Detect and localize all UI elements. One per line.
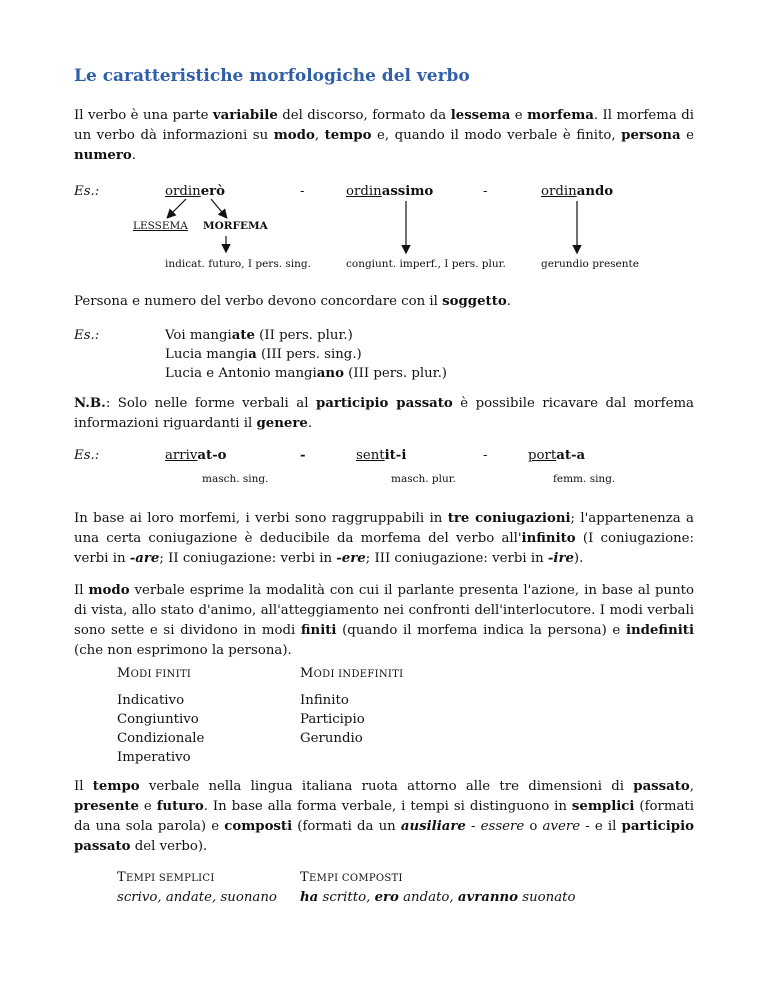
simple-tenses-examples: scrivo, andate, suonano [117, 890, 277, 905]
simple-tenses-heading: TEMPI SEMPLICI [117, 870, 215, 885]
example-line-2: Lucia mangia (III pers. sing.) [165, 347, 362, 362]
conjugations-paragraph: In base ai loro morfemi, i verbi sono raggruppabili in tre coniugazioni; l'appartenenza a una certa coniugazione è deducibile da morfema del verbo all'infinito (I coniugazione: verbi in -are; II coniugazione: verbi in -ere; III coniugazione: verbi in -ire). [74, 511, 694, 566]
list-item: Participio [300, 712, 365, 727]
list-item: Congiuntivo [117, 712, 199, 727]
note-indicativo-futuro: indicat. futuro, I pers. sing. [165, 258, 311, 270]
morfema-label: MORFEMA [203, 220, 268, 232]
finite-modes-list [117, 691, 204, 767]
intro-paragraph: Il verbo è una parte variabile del discorso, formato da lessema e morfema. Il morfema di un verbo dà informazioni su modo, tempo e, quando il modo verbale è finito, persona e numero. [74, 108, 695, 163]
page-title: Le caratteristiche morfologiche del verbo [74, 66, 470, 86]
note-masch-sing: masch. sing. [202, 473, 269, 485]
example-line-3: Lucia e Antonio mangiano (III pers. plur.) [165, 366, 447, 381]
note-femm-sing: femm. sing. [553, 473, 616, 485]
list-item: Condizionale [117, 731, 205, 746]
example-label: Es.: [74, 448, 100, 463]
indefinite-modes-list [300, 691, 365, 748]
separator-dash: - [300, 184, 305, 199]
note-gerundio-presente: gerundio presente [541, 258, 639, 270]
example-arrows [0, 0, 768, 300]
indefinite-modes-heading: MODI INDEFINITI [300, 666, 404, 681]
compound-tenses-heading: TEMPI COMPOSTI [300, 870, 403, 885]
lessema-label: LESSEMA [133, 220, 188, 232]
modes-paragraph: Il modo verbale esprime la modalità con cui il parlante presenta l'azione, in base al punto di vista, allo stato d'animo, all'atteggiamento nei confronti dell'interlocutore. I modi verbali sono sette e si dividono in modi finiti (quando il morfema indica la persona) e indefiniti (che non esprimono la persona). [74, 583, 695, 658]
arrow-to-morfema [211, 199, 226, 217]
compound-tenses-examples: ha scritto, ero andato, avranno suonato [300, 890, 576, 905]
arrow-to-lessema [168, 199, 186, 217]
example-label: Es.: [74, 184, 100, 199]
note-congiuntivo-imperfetto: congiunt. imperf., I pers. plur. [346, 258, 506, 270]
note-masch-plur: masch. plur. [391, 473, 456, 485]
list-item: Indicativo [117, 693, 185, 708]
example-word-ordinassimo: ordinassimo [346, 184, 434, 199]
agreement-paragraph: Persona e numero del verbo devono concordare con il soggetto. [74, 294, 511, 309]
example-word-ordinando: ordinando [541, 184, 614, 199]
example-line-1: Voi mangiate (II pers. plur.) [165, 328, 353, 343]
list-item: Gerundio [300, 731, 363, 746]
separator-dash: - [300, 448, 306, 463]
nb-paragraph: N.B.: Solo nelle forme verbali al participio passato è possibile ricavare dal morfema informazioni riguardanti il genere. [74, 396, 694, 431]
list-item: Imperativo [117, 750, 191, 765]
example-word-sentiti: sentit-i [356, 448, 407, 463]
separator-dash: - [483, 448, 488, 463]
example-word-portata: portat-a [528, 448, 586, 463]
list-item: Infinito [300, 693, 349, 708]
finite-modes-heading: MODI FINITI [117, 666, 192, 681]
tenses-paragraph: Il tempo verbale nella lingua italiana ruota attorno alle tre dimensioni di passato, presente e futuro. In base alla forma verbale, i tempi si distinguono in semplici (formati da una sola parola) e composti (formati da un ausiliare - essere o avere - e il participio passato del verbo). [74, 779, 695, 854]
example-label: Es.: [74, 328, 100, 343]
example-word-arrivato: arrivat-o [165, 448, 227, 463]
separator-dash: - [483, 184, 488, 199]
example-word-ordinero: ordinerò [165, 184, 226, 199]
